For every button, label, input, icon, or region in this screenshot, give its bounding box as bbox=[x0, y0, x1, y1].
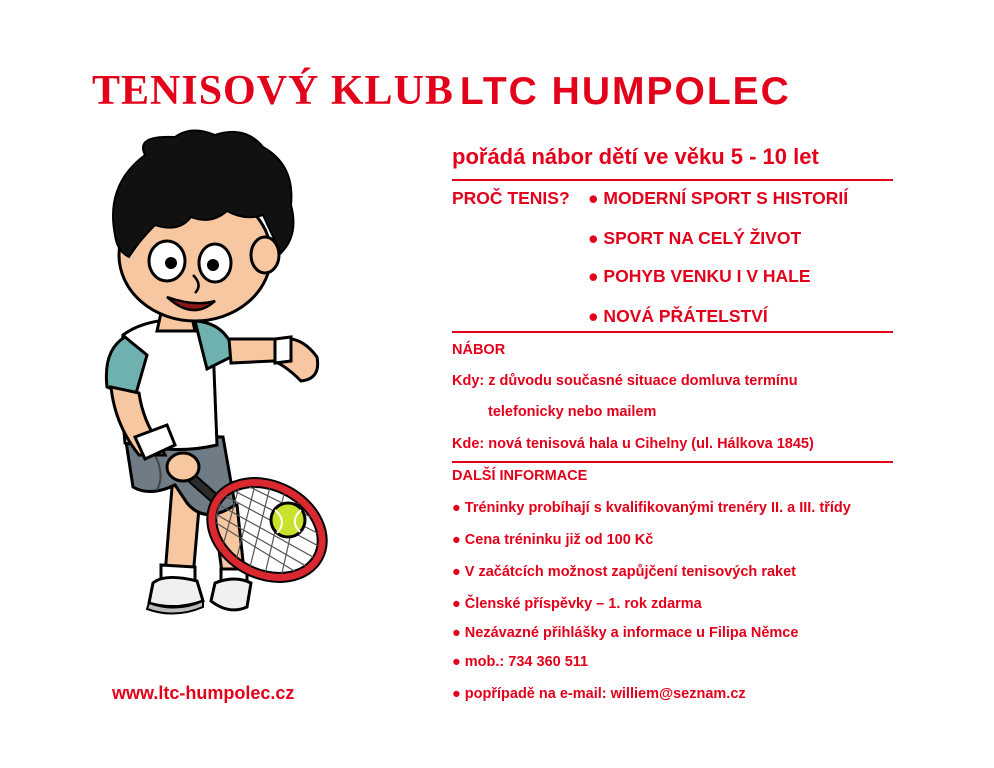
why-item-2: ● SPORT NA CELÝ ŽIVOT bbox=[588, 228, 802, 248]
info-item-7: ● popřípadě na e-mail: williem@seznam.cz bbox=[452, 686, 746, 702]
info-item-4: ● Členské příspěvky – 1. rok zdarma bbox=[452, 596, 702, 612]
info-heading: DALŠÍ INFORMACE bbox=[452, 468, 588, 484]
divider-1 bbox=[452, 179, 893, 181]
why-item-1: ● MODERNÍ SPORT S HISTORIÍ bbox=[588, 188, 849, 208]
info-item-6: ● mob.: 734 360 511 bbox=[452, 654, 589, 670]
poster-title bbox=[92, 70, 791, 112]
why-label: PROČ TENIS? bbox=[452, 188, 570, 208]
info-item-2: ● Cena tréninku již od 100 Kč bbox=[452, 532, 654, 548]
why-item-3: ● POHYB VENKU I V HALE bbox=[588, 266, 811, 286]
info-item-1: ● Tréninky probíhají s kvalifikovanými trenéry II. a III. třídy bbox=[452, 500, 851, 516]
info-item-3: ● V začátcích možnost zapůjčení tenisových raket bbox=[452, 564, 796, 580]
tennis-kid-illustration bbox=[95, 125, 395, 625]
subtitle: pořádá nábor dětí ve věku 5 - 10 let bbox=[452, 144, 819, 169]
recruitment-when-line-2: telefonicky nebo mailem bbox=[488, 404, 657, 420]
divider-2 bbox=[452, 331, 893, 333]
title-part-2: LTC HUMPOLEC bbox=[459, 70, 791, 113]
recruitment-where: Kde: nová tenisová hala u Cihelny (ul. Hálkova 1845) bbox=[452, 436, 814, 452]
divider-3 bbox=[452, 461, 893, 463]
why-item-4: ● NOVÁ PŘÁTELSTVÍ bbox=[588, 306, 768, 326]
title-part-1: TENISOVÝ KLUB bbox=[92, 68, 454, 114]
recruitment-when-line-1: Kdy: z důvodu současné situace domluva termínu bbox=[452, 373, 798, 389]
website-link[interactable]: www.ltc-humpolec.cz bbox=[112, 683, 295, 703]
recruitment-heading: NÁBOR bbox=[452, 342, 506, 358]
info-item-5: ● Nezávazné přihlášky a informace u Filipa Němce bbox=[452, 625, 799, 641]
